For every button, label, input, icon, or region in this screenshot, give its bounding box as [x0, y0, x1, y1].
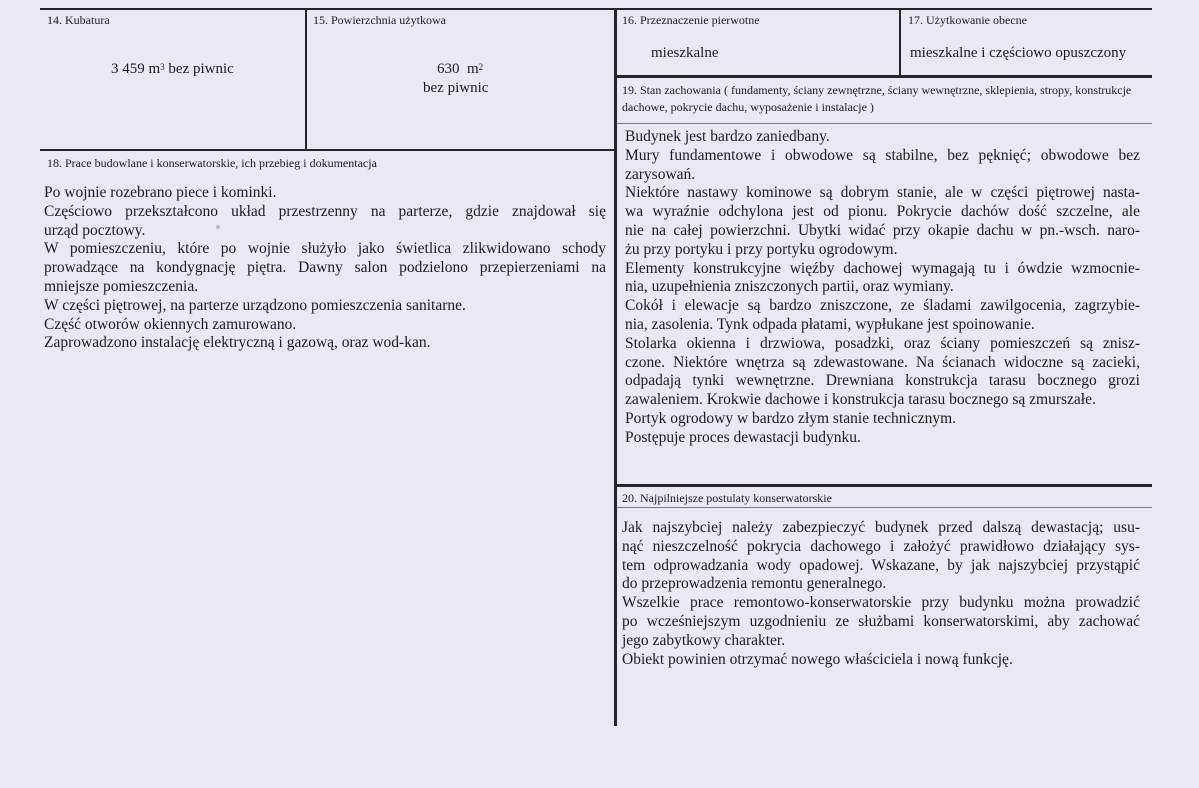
- text-line: Niektóre nastawy kominowe są dobrym stanie, ale w części piętrowej nasta-: [625, 184, 1140, 202]
- field-14-number: 3 459 m: [111, 61, 161, 77]
- top-rule: [40, 8, 1152, 10]
- center-divider: [614, 8, 617, 726]
- field-19-label: 19. Stan zachowania ( fundamenty, ściany zewnętrzne, ściany wewnętrzne, sklepienia, stropy, konstrukcje dachowe, pokrycie dachu, wyposażenie i instalacje ): [622, 83, 1132, 114]
- text-line: Postępuje proces dewastacji budynku.: [625, 428, 861, 446]
- field-15-value: [437, 60, 483, 79]
- text-line: tem odprowadzania wody opadowej. Wskazane, by jak najszybciej przystąpić: [622, 556, 1140, 574]
- field-16-value: mieszkalne: [651, 45, 719, 61]
- field-16-label: 16. Przeznaczenie pierwotne: [622, 13, 760, 27]
- text-line: czone. Niektóre wnętrza są zdewastowane. Na ścianach widoczne są zacieki,: [625, 353, 1140, 371]
- field-15-unit-exponent: 2: [478, 62, 484, 72]
- field-15-note: bez piwnic: [423, 80, 489, 96]
- field-14-value: [111, 60, 234, 79]
- field-19-text: [625, 128, 1140, 448]
- text-line: mniejsze pomieszczenia.: [44, 277, 199, 295]
- text-line: Zaprowadzono instalację elektryczną i gazową, oraz wod-kan.: [44, 334, 431, 352]
- text-line: zarysowań.: [625, 165, 696, 183]
- text-line: Portyk ogrodowy w bardzo złym stanie technicznym.: [625, 409, 957, 427]
- text-line: nie na całej powierzchni. Ubytki widać przy okapie dachu w pn.-wsch. naro-: [625, 221, 1140, 239]
- text-line: Po wojnie rozebrano piece i kominki.: [44, 184, 277, 201]
- text-line: Budynek jest bardzo zaniedbany.: [625, 128, 830, 145]
- text-line: nia, uzupełnienia zniszczonych partii, oraz wymiany.: [625, 278, 954, 296]
- field-14-label: 14. Kubatura: [47, 13, 110, 27]
- field-14-unit-exponent: 3: [160, 62, 165, 72]
- field-20-label: 20. Najpilniejsze postulaty konserwatorskie: [622, 491, 832, 505]
- text-line: do przeprowadzenia remontu generalnego.: [622, 575, 887, 593]
- text-line: Jak najszybciej należy zabezpieczyć budynek przed dalszą dewastacją; usu-: [622, 519, 1140, 536]
- text-line: W części piętrowej, na parterze urządzono pomieszczenia sanitarne.: [44, 296, 466, 314]
- field-14-suffix: bez piwnic: [164, 61, 234, 77]
- text-line: prowadzące na kondygnację piętra. Dawny salon podzielono przepierzeniami na: [44, 259, 606, 277]
- text-line: Stolarka okienna i drzwiowa, posadzki, oraz ściany pomieszczeń są znisz-: [625, 334, 1140, 352]
- rule-above-19: [617, 75, 1152, 78]
- text-line: Częściowo przekształcono układ przestrzenny na parterze, gdzie znajdował się: [44, 202, 606, 220]
- divider-14-15: [305, 8, 307, 149]
- text-line: odpadają tynki wewnętrzne. Drewniana konstrukcja tarasu bocznego grozi: [625, 372, 1140, 390]
- text-line: po wcześniejszym uzgodnieniu ze służbami konserwatorskimi, aby zachować: [622, 612, 1140, 630]
- field-17-label: 17. Użytkowanie obecne: [908, 13, 1027, 27]
- text-line: Część otworów okiennych zamurowano.: [44, 315, 297, 333]
- rule-below-20-label: [617, 507, 1152, 508]
- field-17-value: mieszkalne i częściowo opuszczony: [910, 45, 1127, 61]
- field-18-label: 18. Prace budowlane i konserwatorskie, ich przebieg i dokumentacja: [47, 156, 377, 170]
- text-line: nia, zasolenia. Tynk odpada płatami, wypłukane jest spoinowanie.: [625, 315, 1035, 333]
- text-line: Elementy konstrukcyjne więźby dachowej wymagają tu i ówdzie wzmocnie-: [625, 259, 1140, 277]
- text-line: żu przy portyku i przy portyku ogrodowym.: [625, 240, 898, 258]
- text-line: Wszelkie prace remontowo-konserwatorskie przy budynku można prowadzić: [622, 594, 1140, 612]
- text-line: urząd pocztowy.: [44, 221, 146, 239]
- text-line: jego zabytkowy charakter.: [622, 631, 786, 649]
- field-15-number: 630 m: [437, 61, 479, 77]
- paper-speck: [216, 225, 220, 229]
- rule-above-20: [617, 484, 1152, 487]
- text-line: Obiekt powinien otrzymać nowego właściciela i nową funkcję.: [622, 650, 1013, 668]
- rule-above-18: [40, 149, 616, 151]
- field-18-text: [44, 184, 606, 353]
- text-line: nąć nieszczelność pokrycia dachowego i założyć prawidłowo działający sys-: [622, 537, 1140, 555]
- field-15-label: 15. Powierzchnia użytkowa: [313, 13, 446, 27]
- text-line: W pomieszczeniu, które po wojnie służyło jako świetlica zlikwidowano schody: [44, 240, 606, 258]
- field-20-text: [622, 519, 1140, 669]
- rule-below-19-label: [617, 123, 1152, 124]
- text-line: Mury fundamentowe i obwodowe są stabilne, bez pęknięć; obwodowe bez: [625, 146, 1140, 164]
- text-line: Cokół i elewacje są bardzo zniszczone, ze śladami zawilgocenia, zagrzybie-: [625, 297, 1140, 315]
- text-line: zawaleniem. Krokwie dachowe i konstrukcja tarasu bocznego są zmurszałe.: [625, 391, 1096, 409]
- divider-16-17: [899, 8, 901, 75]
- text-line: wa wyraźnie odchylona jest od pionu. Pokrycie dachów dość szczelne, ale: [625, 203, 1140, 221]
